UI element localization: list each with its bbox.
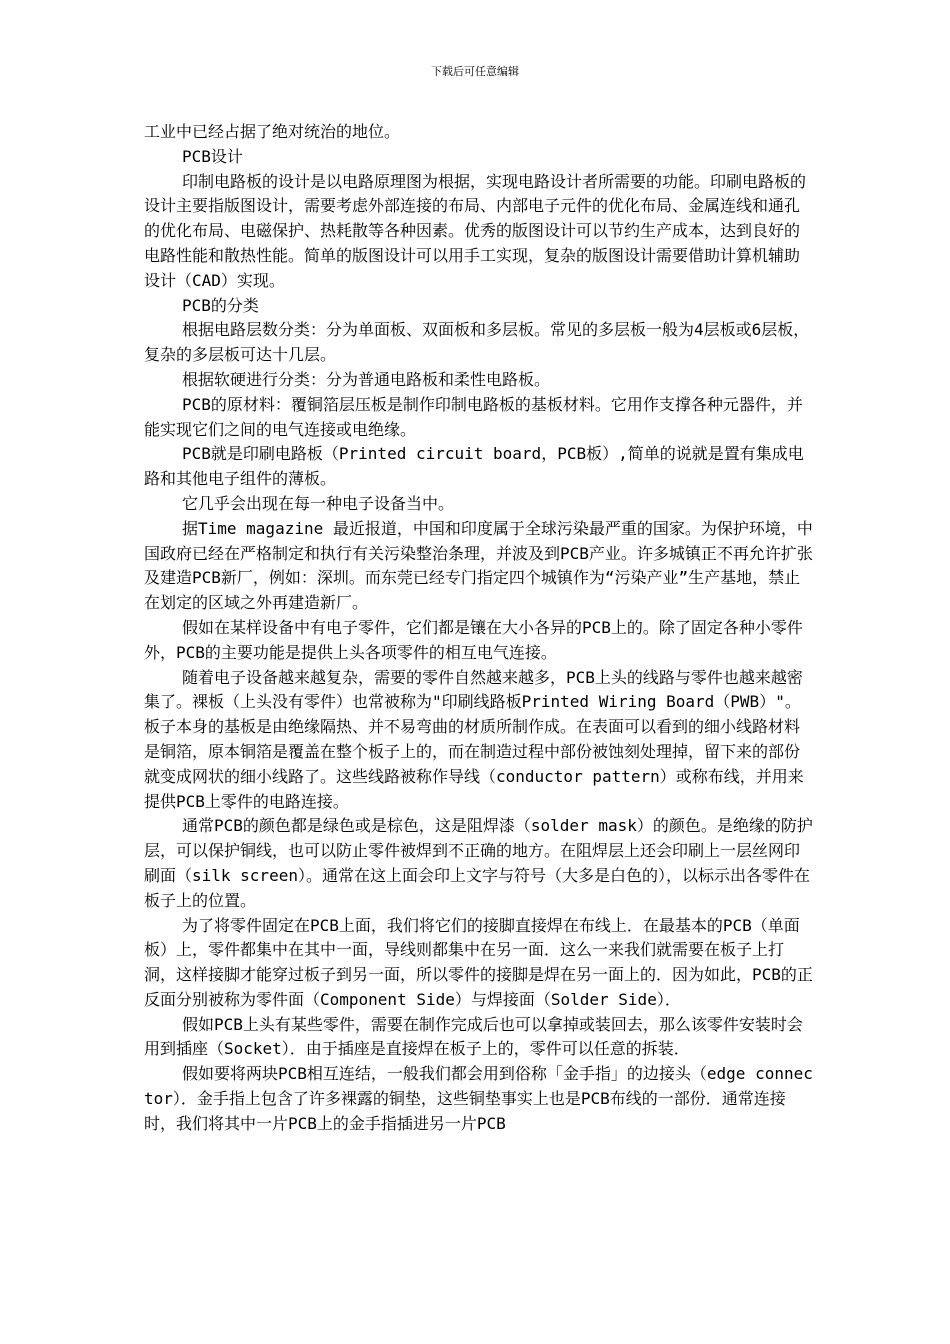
paragraph: 工业中已经占据了绝对统治的地位。 (144, 122, 401, 141)
section-heading-pcb-classification: PCB的分类 (182, 295, 259, 315)
paragraph: 假如PCB上头有某些零件，需要在制作完成后也可以拿掉或装回去，那么该零件安装时会用到插座（Socket）．由于插座是直接焊在板子上的，零件可以任意的拆装． (144, 1014, 803, 1059)
section-heading-pcb-design: PCB设计 (182, 146, 243, 166)
page-header: 下载后可任意编辑 (431, 65, 519, 78)
paragraph: 据Time magazine 最近报道，中国和印度属于全球污染最严重的国家。为保护环境，中国政府已经在严格制定和执行有关污染整治条理，并波及到PCB产业。许多城镇正不再允许扩张及建造PCB新厂，例如：深圳。而东莞已经专门指定四个城镇作为“污染产业”生产基地，禁止在划定的区域之外再建造新厂。 (144, 518, 813, 613)
paragraph: 随着电子设备越来越复杂，需要的零件自然越来越多，PCB上头的线路与零件也越来越密集了。裸板（上头没有零件）也常被称为"印刷线路板Printed Wiring Board（PWB）"。板子本身的基板是由绝缘隔热、并不易弯曲的材质所制作成。在表面可以看到的细小线路材料是铜箔，原本铜箔是覆盖在整个板子上的，而在制造过程中部份被蚀刻处理掉，留下来的部份就变成网状的细小线路了。这些线路被称作导线（conductor pattern）或称布线，并用来提供PCB上零件的电路连接。 (144, 667, 804, 811)
paragraph: 根据电路层数分类：分为单面板、双面板和多层板。常见的多层板一般为4层板或6层板，复杂的多层板可达十几层。 (144, 320, 810, 365)
paragraph: 为了将零件固定在PCB上面，我们将它们的接脚直接焊在布线上．在最基本的PCB（单面板）上，零件都集中在其中一面，导线则都集中在另一面．这么一来我们就需要在板子上打洞，这样接脚才能穿过板子到另一面，所以零件的接脚是焊在另一面上的．因为如此，PCB的正反面分别被称为零件面（Component Side）与焊接面（Solder Side）． (144, 915, 813, 1009)
document-body (144, 120, 814, 1137)
paragraph: 印制电路板的设计是以电路原理图为根据，实现电路设计者所需要的功能。印刷电路板的设计主要指版图设计，需要考虑外部连接的布局、内部电子元件的优化布局、金属连线和通孔的优化布局、电磁保护、热耗散等各种因素。优秀的版图设计可以节约生产成本，达到良好的电路性能和散热性能。简单的版图设计可以用手工实现，复杂的版图设计需要借助计算机辅助设计（CAD）实现。 (144, 171, 807, 290)
paragraph: 通常PCB的颜色都是绿色或是棕色，这是阻焊漆（solder mask）的颜色。是绝缘的防护层，可以保护铜线，也可以防止零件被焊到不正确的地方。在阻焊层上还会印刷上一层丝网印刷面（silk screen）。通常在这上面会印上文字与符号（大多是白色的），以标示出各零件在板子上的位置。 (144, 816, 813, 910)
paragraph: PCB的原材料：覆铜箔层压板是制作印制电路板的基板材料。它用作支撑各种元器件，并能实现它们之间的电气连接或电绝缘。 (144, 394, 803, 439)
paragraph: PCB就是印刷电路板（Printed circuit board，PCB板）,简单的说就是置有集成电路和其他电子组件的薄板。 (144, 444, 804, 489)
paragraph: 根据软硬进行分类：分为普通电路板和柔性电路板。 (182, 369, 551, 389)
paragraph: 假如在某样设备中有电子零件，它们都是镶在大小各异的PCB上的。除了固定各种小零件外，PCB的主要功能是提供上头各项零件的相互电气连接。 (144, 617, 803, 662)
paragraph: 它几乎会出现在每一种电子设备当中。 (182, 493, 455, 513)
paragraph: 假如要将两块PCB相互连结，一般我们都会用到俗称「金手指」的边接头（edge connector）．金手指上包含了许多裸露的铜垫，这些铜垫事实上也是PCB布线的一部份．通常连接时，我们将其中一片PCB上的金手指插进另一片PCB (144, 1064, 813, 1133)
